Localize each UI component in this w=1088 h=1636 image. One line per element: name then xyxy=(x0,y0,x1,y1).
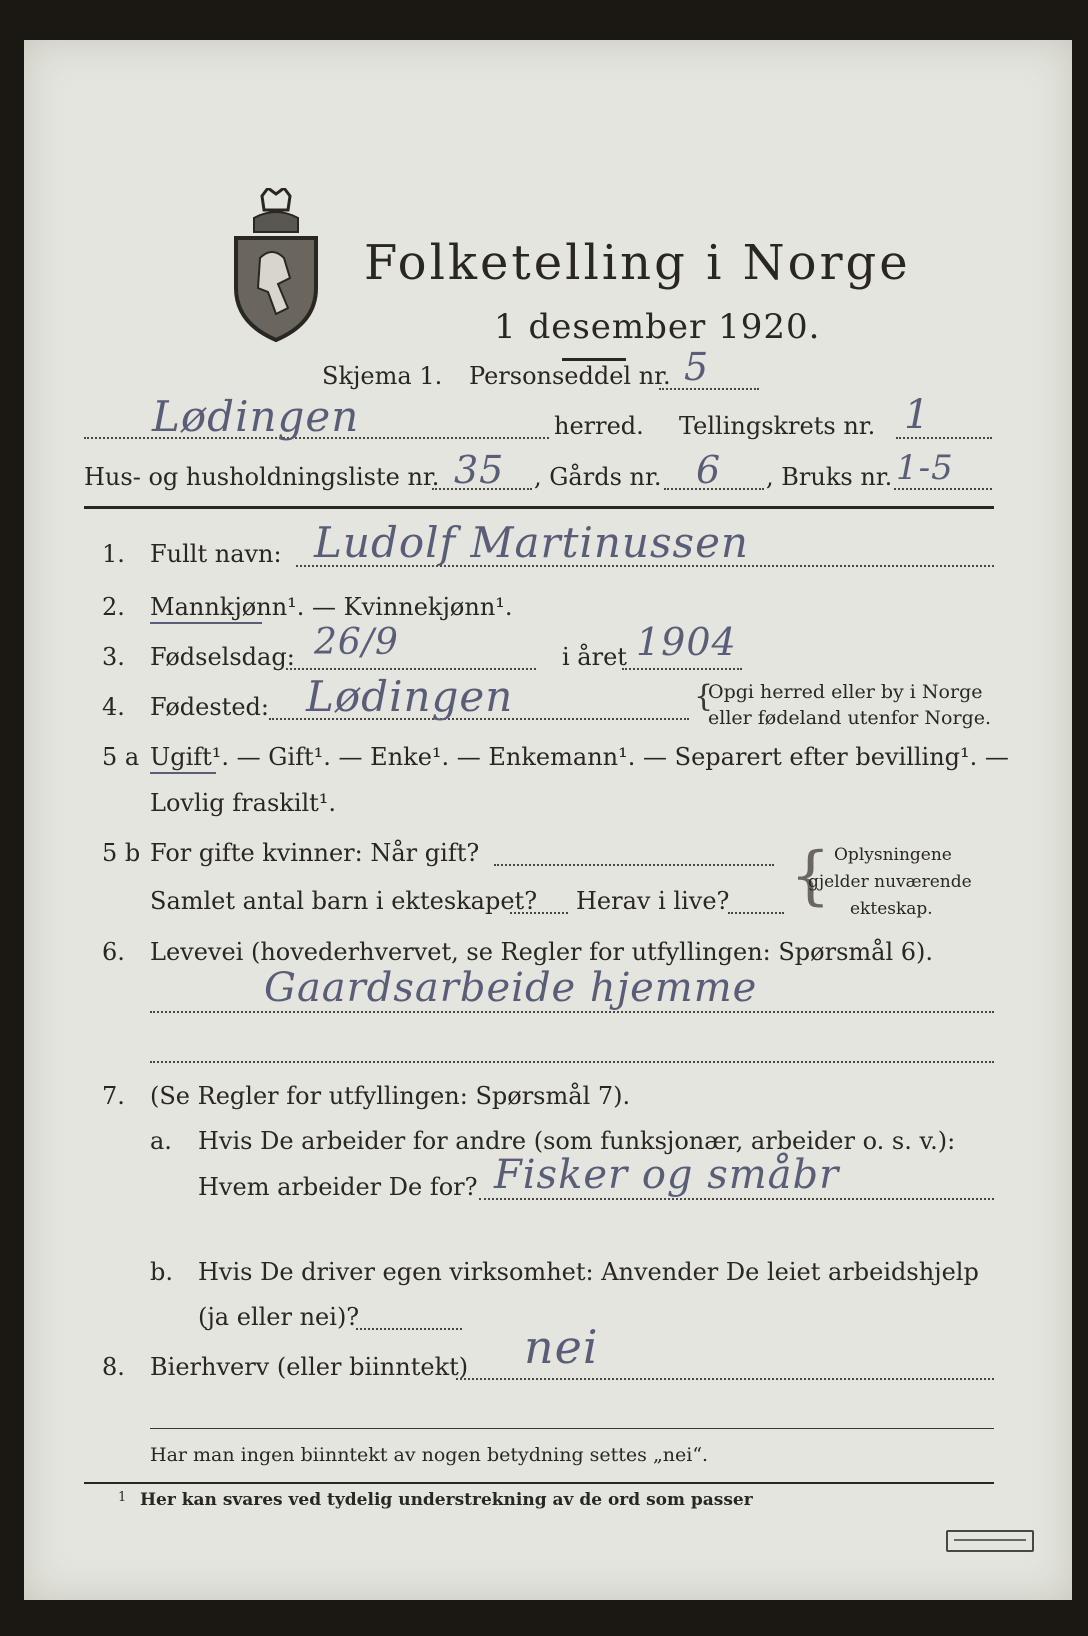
census-date: 1 desember 1920. xyxy=(494,307,821,347)
employer-label: Hvem arbeider De for? xyxy=(198,1173,478,1201)
side-income-note: Har man ingen biinntekt av nogen betydning settes „nei“. xyxy=(150,1444,709,1466)
q3-label: Fødselsdag: xyxy=(150,643,295,671)
side-income-value[interactable]: nei xyxy=(524,1320,599,1374)
side-income-field-line xyxy=(456,1378,994,1380)
birthplace-value[interactable]: Lødingen xyxy=(306,672,514,721)
gards-label: , Gårds nr. xyxy=(534,463,662,491)
birthplace-note-line2: eller fødeland utenfor Norge. xyxy=(708,707,992,729)
side-income-field-line-2 xyxy=(150,1428,994,1429)
tellingskrets-value[interactable]: 1 xyxy=(904,392,931,438)
q5b-number: 5 b xyxy=(102,839,141,867)
q7-label: (Se Regler for utfyllingen: Spørsmål 7). xyxy=(150,1082,631,1110)
occupation-label: Levevei (hovederhvervet, se Regler for utfyllingen: Spørsmål 6). xyxy=(150,938,934,966)
q5a-number: 5 a xyxy=(102,743,140,771)
birth-year-label: i året xyxy=(562,643,627,671)
gards-value[interactable]: 6 xyxy=(696,448,722,492)
footnote-text: Her kan svares ved tydelig understrekning av de ord som passer xyxy=(140,1490,753,1510)
side-income-label: Bierhverv (eller biinntekt) xyxy=(150,1353,469,1381)
birthplace-note-line1: Opgi herred eller by i Norge xyxy=(708,681,983,703)
q8-number: 8. xyxy=(102,1353,125,1381)
tellingskrets-label: Tellingskrets nr. xyxy=(679,412,876,440)
q6-number: 6. xyxy=(102,938,125,966)
occupation-value[interactable]: Gaardsarbeide hjemme xyxy=(264,965,758,1011)
birth-year-value[interactable]: 1904 xyxy=(636,620,737,664)
hired-help-field-line xyxy=(356,1328,462,1330)
coat-of-arms-emblem xyxy=(232,188,320,343)
q7a-letter: a. xyxy=(150,1127,172,1155)
children-alive-field-line xyxy=(728,912,784,914)
bruks-field-line xyxy=(894,488,992,490)
footnote-mark: 1 xyxy=(118,1490,127,1505)
q1-label: Fullt navn: xyxy=(150,540,282,568)
header-divider xyxy=(84,506,994,509)
male-underline-mark xyxy=(150,622,262,624)
household-list-label: Hus- og husholdningsliste nr. xyxy=(84,463,440,491)
birthday-field-line xyxy=(286,668,536,670)
children-count-label: Samlet antal barn i ekteskapet? xyxy=(150,887,538,915)
unmarried-underline-mark xyxy=(150,772,216,774)
herred-value[interactable]: Lødingen xyxy=(152,392,360,441)
bruks-value[interactable]: 1-5 xyxy=(896,448,954,488)
q3-number: 3. xyxy=(102,643,125,671)
census-form xyxy=(24,40,1072,1600)
title-divider xyxy=(562,358,626,361)
q7b-letter: b. xyxy=(150,1258,173,1286)
hired-help-label: (ja eller nei)? xyxy=(198,1303,360,1331)
marriage-note-line3: ekteskap. xyxy=(850,899,933,919)
q4-number: 4. xyxy=(102,693,125,721)
schema-label: Skjema 1. xyxy=(322,362,443,390)
married-when-label: For gifte kvinner: Når gift? xyxy=(150,839,480,867)
q2-number: 2. xyxy=(102,593,125,621)
marital-status-options-cont: Lovlig fraskilt¹. xyxy=(150,789,337,817)
footnote-divider xyxy=(84,1482,994,1484)
occupation-field-line-2 xyxy=(150,1061,994,1063)
q7a-question: Hvis De arbeider for andre (som funksjonær, arbeider o. s. v.): xyxy=(198,1127,956,1155)
employer-value[interactable]: Fisker og småbr xyxy=(494,1152,840,1198)
q4-label: Fødested: xyxy=(150,693,269,721)
q7b-question: Hvis De driver egen virksomhet: Anvender De leiet arbeidshjelp xyxy=(198,1258,979,1286)
bruks-label: , Bruks nr. xyxy=(766,463,893,491)
herred-label: herred. xyxy=(554,412,644,440)
q7-number: 7. xyxy=(102,1082,125,1110)
marriage-note-line2: gjelder nuværende xyxy=(808,872,972,892)
birthplace-note-brace: { xyxy=(694,679,714,714)
personseddel-label: Personseddel nr. xyxy=(469,362,671,390)
marriage-note-line1: Oplysningene xyxy=(834,845,952,865)
printer-stamp xyxy=(946,1530,1034,1552)
birthday-value[interactable]: 26/9 xyxy=(314,622,399,663)
married-when-field-line xyxy=(494,864,774,866)
personseddel-value[interactable]: 5 xyxy=(684,345,710,389)
q1-number: 1. xyxy=(102,540,125,568)
children-count-field-line xyxy=(510,912,568,914)
form-title: Folketelling i Norge xyxy=(364,235,911,291)
employer-field-line xyxy=(479,1198,994,1200)
marriage-note-brace: { xyxy=(790,839,831,913)
occupation-field-line xyxy=(150,1011,994,1013)
marital-status-options: Ugift¹. — Gift¹. — Enke¹. — Enkemann¹. — Separert efter bevilling¹. — xyxy=(150,743,1009,771)
household-list-value[interactable]: 35 xyxy=(454,448,505,492)
full-name-value[interactable]: Ludolf Martinussen xyxy=(314,518,749,567)
birth-year-field-line xyxy=(622,668,742,670)
children-alive-label: Herav i live? xyxy=(576,887,730,915)
q2-gender-options: Mannkjønn¹. — Kvinnekjønn¹. xyxy=(150,593,513,621)
